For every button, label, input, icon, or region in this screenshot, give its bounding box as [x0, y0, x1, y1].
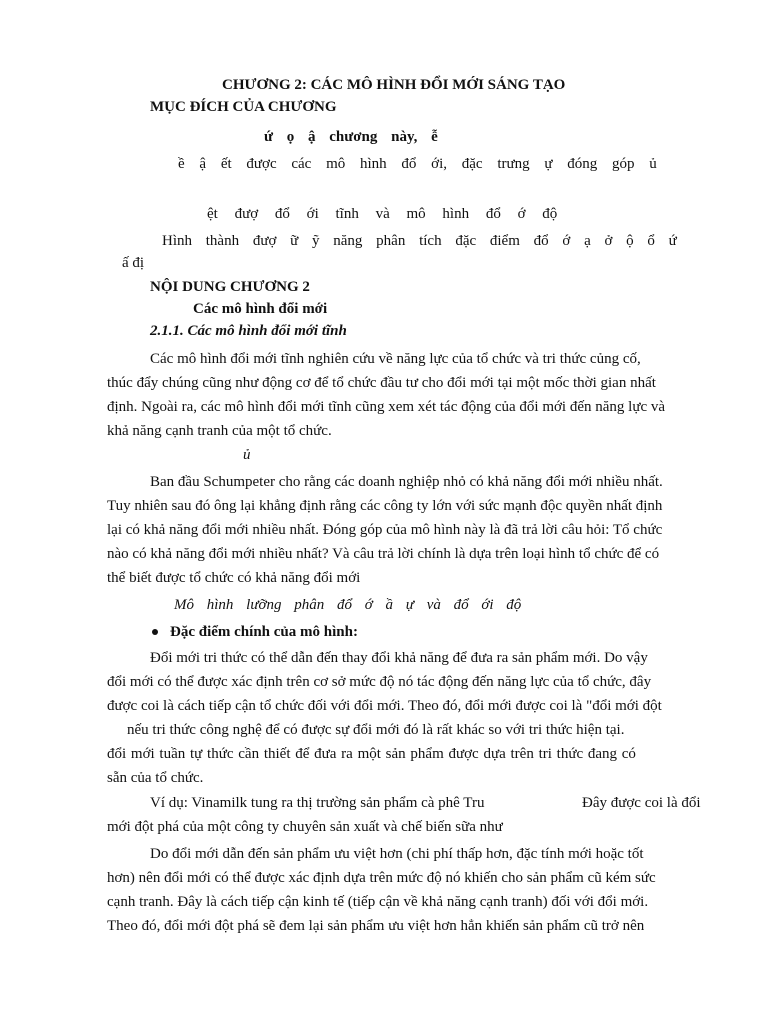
- paragraph-line: Đổi mới tri thức có thể dẫn đến thay đổi khả năng để đưa ra sản phẩm mới. Do vậy: [150, 650, 648, 666]
- paragraph-line: Do đổi mới dẫn đến sản phẩm ưu việt hơn (chi phí thấp hơn, đặc tính mới hoặc tốt: [150, 846, 644, 862]
- paragraph-line: khả năng cạnh tranh của một tổ chức.: [107, 423, 332, 439]
- paragraph-line: thúc đẩy chúng cũng như động cơ để tổ chức đầu tư cho đổi mới tại một mốc thời gian nhất: [107, 375, 656, 391]
- section-heading: Các mô hình đổi mới: [193, 301, 328, 317]
- paragraph-line: được coi là cách tiếp cận tổ chức đối với đổi mới. Theo đó, đổi mới được coi là "đổi mới đột: [107, 698, 662, 714]
- chapter-title: CHƯƠNG 2: CÁC MÔ HÌNH ĐỔI MỚI SÁNG TẠO: [222, 77, 566, 93]
- purpose-line: Hình thành đượ ữ ỹ năng phân tích đặc điểm đổ ớ ạ ở ộ ổ ứ: [162, 233, 677, 249]
- paragraph-line: thể biết được tổ chức có khả năng đổi mới: [107, 570, 361, 586]
- purpose-line: ấ đị: [122, 255, 145, 271]
- model-title: Mô hình lưỡng phân đổ ớ ầ ự và đổ ới độ: [174, 597, 522, 613]
- example-line: Đây được coi là đổi: [582, 795, 701, 811]
- paragraph-line: sẵn của tổ chức.: [107, 770, 204, 786]
- paragraph-line: nếu tri thức công nghệ để có được sự đổi mới đó là rất khác so với tri thức hiện tại.: [127, 722, 625, 738]
- purpose-line: ứ ọ ậ chương này, ễ: [264, 129, 438, 145]
- paragraph-line: Ban đầu Schumpeter cho rằng các doanh nghiệp nhỏ có khả năng đổi mới nhiều nhất.: [150, 474, 663, 490]
- paragraph-line: cạnh tranh. Đây là cách tiếp cận kinh tế (tiếp cận về khả năng cạnh tranh) đối với đổi mới.: [107, 894, 649, 910]
- paragraph-line: hơn) nên đổi mới có thể được xác định dựa trên mức độ nó khiến cho sản phẩm cũ kém sức: [107, 870, 656, 886]
- paragraph-line: định. Ngoài ra, các mô hình đổi mới tĩnh cũng xem xét tác động của đổi mới đến năng lực và: [107, 399, 666, 415]
- paragraph-line: Các mô hình đổi mới tĩnh nghiên cứu về năng lực của tổ chức và tri thức củng cố,: [150, 351, 641, 367]
- bullet-heading: Đặc điểm chính của mô hình:: [170, 624, 358, 640]
- content-heading: NỘI DUNG CHƯƠNG 2: [150, 279, 310, 295]
- paragraph-line: Tuy nhiên sau đó ông lại khẳng định rằng các công ty lớn với sức mạnh độc quyền nhất định: [107, 498, 663, 514]
- example-line: mới đột phá của một công ty chuyên sản xuất và chế biến sữa như: [107, 819, 503, 835]
- purpose-line: ề ậ ết được các mô hình đổ ới, đặc trưng ự đóng góp ủ: [178, 156, 657, 172]
- paragraph-line: đổi mới tuần tự thức cần thiết để đưa ra một sản phẩm được dựa trên tri thức đang có: [107, 746, 636, 762]
- paragraph-line: lại có khả năng đổi mới nhiều nhất. Đóng góp của mô hình này là đã trả lời câu hỏi: Tổ chức: [107, 522, 663, 538]
- text-fragment: ủ: [243, 447, 251, 463]
- paragraph-line: đổi mới có thể được xác định trên cơ sở mức độ nó tác động đến năng lực của tổ chức, đây: [107, 674, 652, 690]
- paragraph-line: nào có khả năng đổi mới nhiều nhất? Và câu trả lời chính là dựa trên loại hình tổ chức để có: [107, 546, 660, 562]
- purpose-line: ệt đượ đổ ới tĩnh và mô hình đổ ớ độ: [207, 206, 558, 222]
- bullet-icon: [152, 629, 158, 635]
- subsection-heading: 2.1.1. Các mô hình đổi mới tĩnh: [150, 323, 347, 339]
- purpose-heading: MỤC ĐÍCH CỦA CHƯƠNG: [150, 99, 337, 115]
- example-line: Ví dụ: Vinamilk tung ra thị trường sản phẩm cà phê Tru: [150, 795, 485, 811]
- paragraph-line: Theo đó, đổi mới đột phá sẽ đem lại sản phẩm ưu việt hơn hẳn khiến sản phẩm cũ trở nên: [107, 918, 645, 934]
